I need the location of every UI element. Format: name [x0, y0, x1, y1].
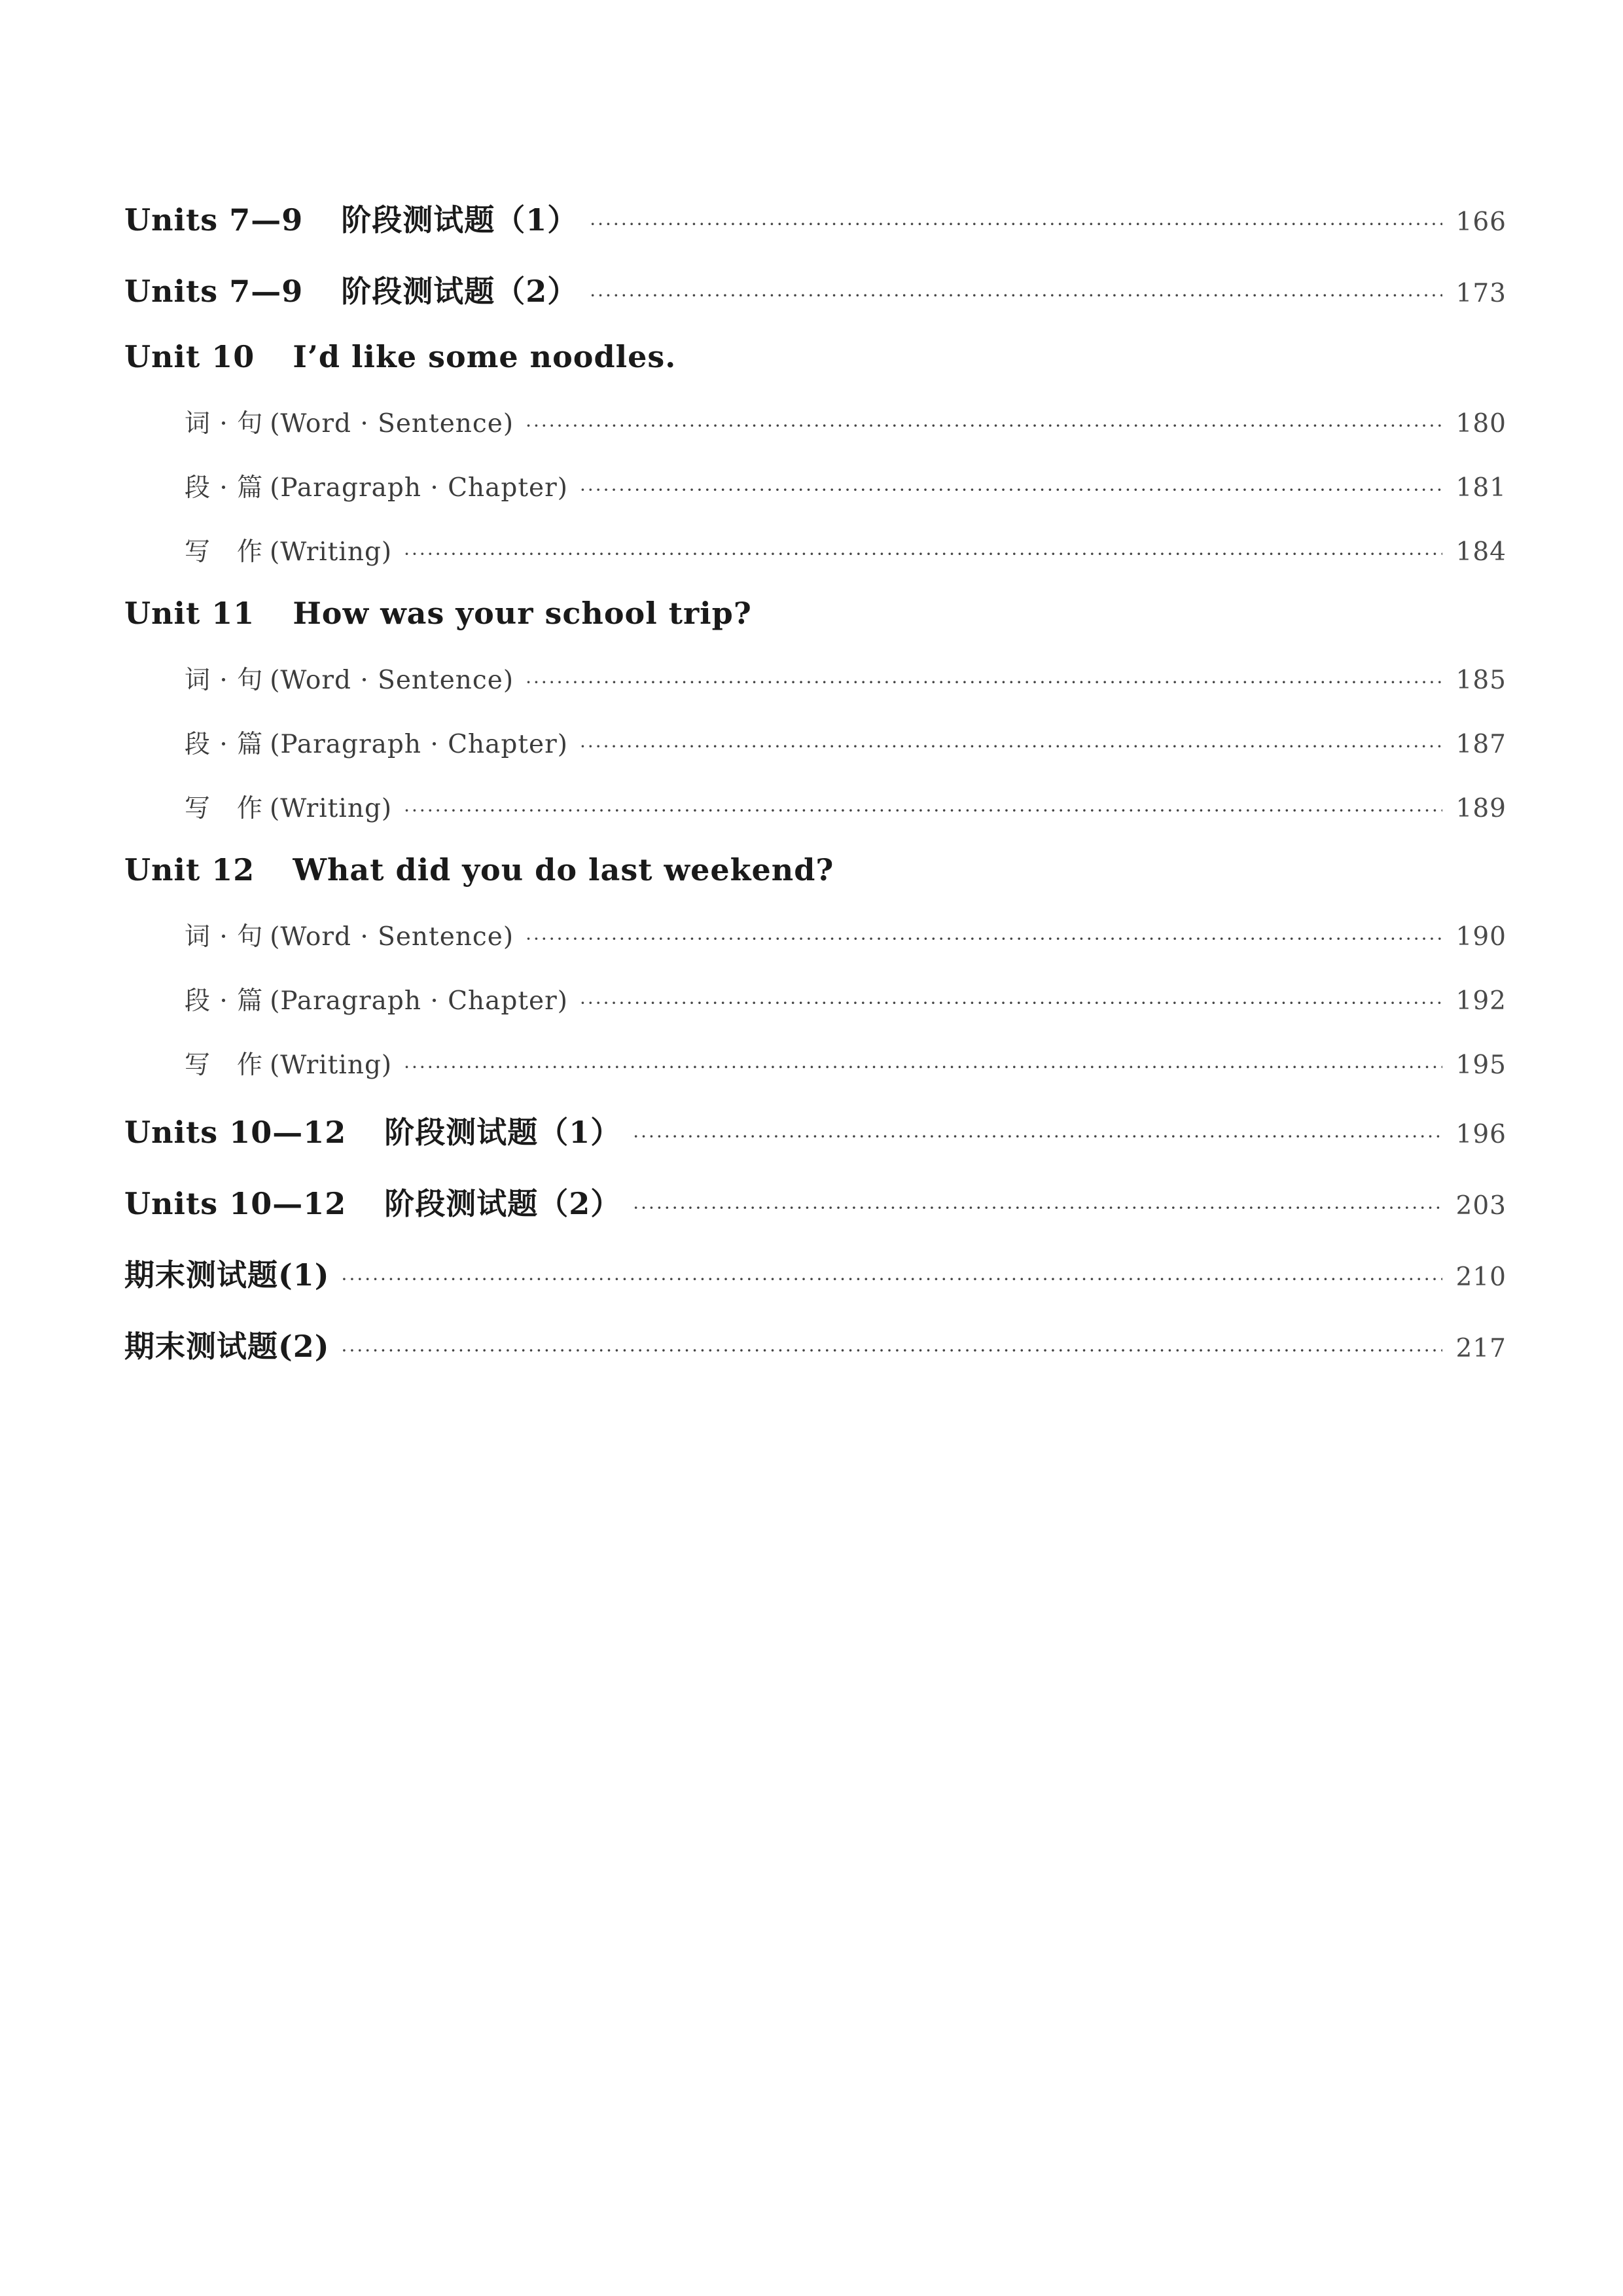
toc-subentry-label-cn: 词 · 句: [185, 666, 264, 695]
toc-entry-units-10-12-test-2[interactable]: [124, 1180, 1507, 1251]
toc-subentry-paragraph-chapter[interactable]: [124, 980, 1507, 1045]
toc-unit-title: What did you do last weekend?: [293, 852, 834, 888]
toc-subentry-label-cn: 写 作: [185, 537, 264, 567]
toc-unit-heading-10[interactable]: [124, 339, 1507, 403]
toc-entry-units-7-9-test-2[interactable]: [124, 268, 1507, 339]
dot-leader: [526, 672, 1442, 693]
toc-subentry-label-en: (Word · Sentence): [270, 409, 514, 439]
dot-leader: [580, 479, 1442, 501]
toc-unit-number: Unit 11: [124, 596, 255, 631]
dot-leader: [342, 1340, 1442, 1361]
toc-subentry-label-cn: 写 作: [185, 794, 264, 823]
toc-unit-title: How was your school trip?: [293, 596, 752, 631]
dot-leader: [590, 285, 1442, 306]
toc-subentry-label-en: (Paragraph · Chapter): [270, 473, 568, 503]
dot-leader: [342, 1268, 1442, 1290]
toc-subentry-label-cn: 词 · 句: [185, 922, 264, 952]
toc-unit-title: I’d like some noodles.: [293, 339, 677, 374]
dot-leader: [526, 928, 1442, 950]
toc-entry-unit: Units 7—9: [124, 274, 304, 309]
toc-entry-title: 阶段测试题（2）: [384, 1186, 622, 1221]
toc-subentry-label-cn: 段 · 篇: [185, 730, 264, 759]
toc-subentry-page: 184: [1455, 537, 1507, 567]
toc-subentry-label-en: (Paragraph · Chapter): [270, 730, 568, 759]
toc-subentry-writing[interactable]: [124, 788, 1507, 852]
toc-entry-units-10-12-test-1[interactable]: [124, 1109, 1507, 1180]
toc-subentry-label-en: (Writing): [270, 537, 393, 567]
toc-subentry-paragraph-chapter[interactable]: [124, 724, 1507, 788]
toc-subentry-page: 180: [1455, 409, 1507, 439]
toc-subentry-page: 190: [1455, 922, 1507, 952]
dot-leader: [404, 1056, 1442, 1078]
toc-entry-unit: Units 7—9: [124, 202, 304, 238]
toc-subentry-word-sentence[interactable]: [124, 403, 1507, 467]
toc-subentry-page: 192: [1455, 986, 1507, 1016]
toc-entry-title: 阶段测试题（2）: [341, 274, 579, 309]
toc-unit-number: Unit 12: [124, 852, 255, 888]
toc-subentry-word-sentence[interactable]: [124, 916, 1507, 980]
toc-entry-final-test-2[interactable]: [124, 1323, 1507, 1394]
toc-entry-units-7-9-test-1[interactable]: [124, 196, 1507, 268]
toc-subentry-page: 189: [1455, 794, 1507, 823]
toc-subentry-label-cn: 段 · 篇: [185, 473, 264, 503]
toc-entry-page: 210: [1455, 1263, 1507, 1292]
toc-unit-heading-12[interactable]: [124, 852, 1507, 916]
toc-subentry-page: 195: [1455, 1050, 1507, 1080]
toc-subentry-page: 181: [1455, 473, 1507, 503]
dot-leader: [526, 415, 1442, 437]
toc-subentry-page: 187: [1455, 730, 1507, 759]
table-of-contents: [124, 196, 1507, 1394]
toc-subentry-label-en: (Paragraph · Chapter): [270, 986, 568, 1016]
dot-leader: [580, 736, 1442, 757]
toc-subentry-label-en: (Word · Sentence): [270, 666, 514, 695]
toc-subentry-label-cn: 词 · 句: [185, 409, 264, 439]
toc-subentry-writing[interactable]: [124, 1045, 1507, 1109]
toc-subentry-page: 185: [1455, 666, 1507, 695]
toc-entry-page: 166: [1455, 207, 1507, 237]
toc-entry-page: 217: [1455, 1334, 1507, 1363]
toc-entry-title: 期末测试题(1): [124, 1257, 330, 1293]
toc-entry-title: 阶段测试题（1）: [341, 202, 579, 238]
dot-leader: [633, 1126, 1442, 1147]
toc-entry-title: 期末测试题(2): [124, 1329, 330, 1364]
toc-entry-page: 173: [1455, 279, 1507, 308]
toc-entry-page: 203: [1455, 1191, 1507, 1221]
dot-leader: [404, 543, 1442, 565]
toc-entry-page: 196: [1455, 1120, 1507, 1149]
dot-leader: [580, 992, 1442, 1014]
toc-unit-number: Unit 10: [124, 339, 255, 374]
toc-subentry-label-en: (Writing): [270, 1050, 393, 1080]
toc-subentry-label-en: (Writing): [270, 794, 393, 823]
toc-entry-final-test-1[interactable]: [124, 1251, 1507, 1323]
toc-subentry-word-sentence[interactable]: [124, 660, 1507, 724]
toc-entry-unit: Units 10—12: [124, 1115, 347, 1150]
toc-subentry-label-cn: 写 作: [185, 1050, 264, 1080]
toc-subentry-label-cn: 段 · 篇: [185, 986, 264, 1016]
toc-subentry-writing[interactable]: [124, 531, 1507, 596]
toc-unit-heading-11[interactable]: [124, 596, 1507, 660]
toc-subentry-label-en: (Word · Sentence): [270, 922, 514, 952]
dot-leader: [404, 800, 1442, 821]
toc-subentry-paragraph-chapter[interactable]: [124, 467, 1507, 531]
toc-entry-title: 阶段测试题（1）: [384, 1115, 622, 1150]
dot-leader: [633, 1197, 1442, 1219]
dot-leader: [590, 213, 1442, 235]
toc-entry-unit: Units 10—12: [124, 1186, 347, 1221]
